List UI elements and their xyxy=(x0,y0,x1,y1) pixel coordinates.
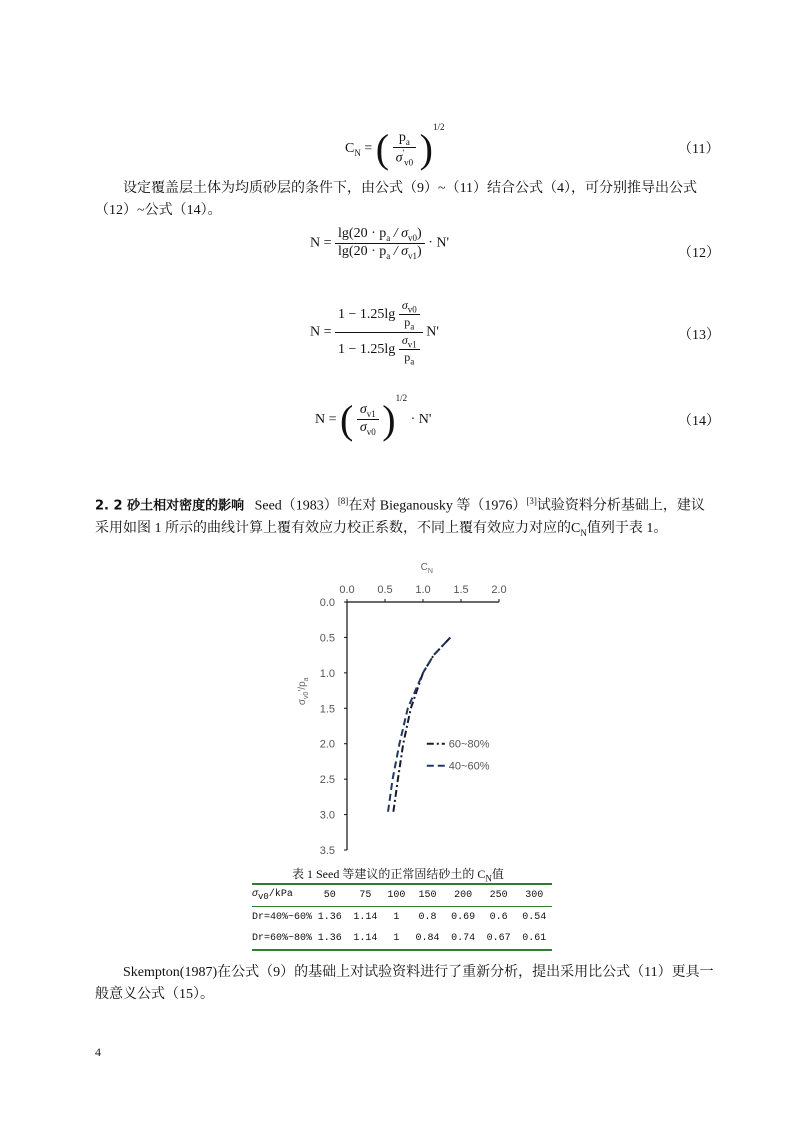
header-tail: /kPa xyxy=(268,889,293,900)
table-header-cell: 250 xyxy=(489,890,508,901)
x-tick-label: 0.5 xyxy=(377,584,393,596)
equation-14: N = ( $\frac{\sigma_{v1}}{\sigma_{v0}}$ )$^{1/2}$ · N' xyxy=(315,393,432,442)
equation-12 xyxy=(310,226,449,261)
page-number: 4 xyxy=(95,1045,101,1059)
eq14-rhs: · N' xyxy=(410,412,432,427)
x-axis-label: $C_N$ xyxy=(420,562,433,575)
citation-8[interactable]: [8] xyxy=(337,496,349,506)
equation-13 xyxy=(310,298,439,367)
eq11-den: σ xyxy=(395,150,403,166)
table-bottom-rule xyxy=(252,949,552,951)
table-1 xyxy=(252,883,552,951)
section-text-b: 在对 Bieganousky 等（1976） xyxy=(348,498,527,514)
chart-axes xyxy=(320,584,507,857)
eq12-num-sub: a xyxy=(386,232,391,243)
eq12-den-sub2: v1 xyxy=(408,250,418,261)
eq14-den-sub: v0 xyxy=(366,427,376,438)
table-cell: 0.74 xyxy=(451,933,476,944)
equation-11: $C_N$ = ( $\frac{p_a}{\sigma'_{v0}}$ )$^{1/2}$ xyxy=(345,122,445,171)
table-header-cell: 75 xyxy=(359,890,372,901)
eq12-num-end: ) xyxy=(417,226,422,241)
eq12-num-sub2: v0 xyxy=(408,232,418,243)
eq13-rhs: N' xyxy=(426,324,439,340)
chart-series xyxy=(388,637,450,811)
eq14-number: （14） xyxy=(678,414,720,429)
table-row xyxy=(252,928,552,949)
eq11-num-sub: a xyxy=(405,136,410,147)
table-cell: 1 xyxy=(393,912,400,923)
table-1-grid xyxy=(252,885,552,949)
eq13-den-s-sub: v1 xyxy=(407,339,417,350)
eq14-lhs: N = xyxy=(315,412,337,427)
y-tick-label: 3.5 xyxy=(319,845,335,857)
table-cell: 1 xyxy=(393,933,400,944)
y-tick-label: 0.0 xyxy=(319,597,335,609)
table-1-caption xyxy=(292,865,504,883)
eq14-num: σ xyxy=(359,402,367,418)
eq11-num: p xyxy=(398,130,406,146)
eq13-num-s-sub: v0 xyxy=(407,304,417,315)
header-sub: v0 xyxy=(258,892,269,902)
table-caption-text: 表 1 Seed 等建议的正常固结砂土的 C xyxy=(292,867,486,881)
table-row xyxy=(252,907,552,929)
eq12-num-tail: / σ xyxy=(390,226,409,241)
table-cell: 1.36 xyxy=(317,912,342,923)
eq12-lhs: N = xyxy=(310,235,332,251)
eq11-lhs-sub: N xyxy=(354,147,361,158)
table-cell: 1.14 xyxy=(353,933,378,944)
table-cell: 1.36 xyxy=(317,933,342,944)
table-header-cell: 100 xyxy=(387,890,406,901)
table-caption-sub: N xyxy=(485,873,492,884)
table-cell: 1.14 xyxy=(353,912,378,923)
eq11-lhs: C xyxy=(345,141,355,156)
eq13-num-p-sub: a xyxy=(410,321,415,332)
table-cell: 0.84 xyxy=(415,933,440,944)
paragraph-1: 设定覆盖层土体为均质砂层的条件下，由公式（9）~（11）结合公式（4），可分别推导出公式（12）~公式（14）。 xyxy=(95,181,698,218)
table-cell: 0.69 xyxy=(451,912,476,923)
legend-label: 40~60% xyxy=(448,760,490,773)
table-row-label: Dr=60%~80% xyxy=(252,933,313,944)
eq13-den-p: p xyxy=(404,350,411,365)
table-caption-tail: 值 xyxy=(491,867,504,881)
section-2-2-paragraph xyxy=(95,490,715,543)
eq12-rhs: · N' xyxy=(428,235,449,251)
section-text-c-sub: N xyxy=(580,527,587,538)
y-tick-label: 2.5 xyxy=(319,774,335,787)
table-header-cell: 150 xyxy=(418,890,437,901)
eq13-num-p: p xyxy=(404,315,411,330)
section-text-a: Seed（1983） xyxy=(254,498,338,514)
eq11-number: （11） xyxy=(678,142,720,157)
table-row-label: Dr=40%~60% xyxy=(252,912,313,923)
citation-3[interactable]: [3] xyxy=(526,496,537,506)
table-header-label xyxy=(252,885,312,907)
eq13-den: 1 − 1.25lg xyxy=(338,341,396,357)
y-tick-label: 3.0 xyxy=(319,809,335,822)
table-header-cell: 50 xyxy=(323,890,336,901)
table-cell: 0.67 xyxy=(486,933,511,944)
section-text-d: 值列于表 1。 xyxy=(586,520,668,536)
section-text-c: 试验资料分析基础上，建议采用如图 1 所示的曲线计算上覆有效应力校正系数，不同上覆有效应力对应的C xyxy=(95,498,705,536)
x-tick-label: 1.0 xyxy=(415,584,431,596)
series-line-1 xyxy=(393,637,450,811)
paragraph-2: Skempton(1987)在公式（9）的基础上对试验资料进行了重新分析，提出采用比公式（11）更具一般意义公式（15）。 xyxy=(95,965,714,1002)
eq12-den: lg(20 · p xyxy=(338,243,387,259)
eq14-exp: 1/2 xyxy=(395,393,408,403)
eq12-number: （12） xyxy=(678,246,720,261)
x-tick-label: 0.0 xyxy=(339,584,355,596)
table-cell: 0.54 xyxy=(522,912,547,923)
eq11-exp: 1/2 xyxy=(432,122,445,132)
eq11-eq: = xyxy=(364,141,373,156)
table-cell: 0.6 xyxy=(489,912,508,923)
eq11-prime: ' xyxy=(402,147,405,158)
eq14-den: σ xyxy=(359,420,367,436)
legend-label: 60~80% xyxy=(448,738,490,751)
header-sigma: σ xyxy=(252,889,259,900)
eq13-den-s: σ xyxy=(401,332,408,347)
eq13-num-s: σ xyxy=(401,298,408,312)
x-tick-label: 2.0 xyxy=(491,584,507,596)
table-cell: 0.61 xyxy=(522,933,547,944)
table-header-cell: 300 xyxy=(525,890,544,901)
y-tick-label: 2.0 xyxy=(319,738,335,751)
y-tick-label: 1.5 xyxy=(319,703,335,716)
chart-legend xyxy=(427,739,490,773)
y-axis-label: $\sigma_{v0}'/p_a$ xyxy=(297,677,310,706)
eq12-den-end: ) xyxy=(417,243,422,259)
eq12-num: lg(20 · p xyxy=(338,226,387,241)
eq13-number: （13） xyxy=(678,328,720,343)
y-tick-label: 1.0 xyxy=(319,667,335,680)
table-header-row xyxy=(252,885,552,907)
eq12-den-sub: a xyxy=(386,250,391,261)
x-tick-label: 1.5 xyxy=(453,584,469,596)
y-tick-label: 0.5 xyxy=(319,632,335,645)
eq13-den-p-sub: a xyxy=(410,356,415,367)
section-heading: 2. 2 砂土相对密度的影响 xyxy=(95,498,245,514)
eq14-num-sub: v1 xyxy=(366,409,376,420)
figure-1-chart xyxy=(270,555,540,865)
eq12-den-tail: / σ xyxy=(390,243,409,259)
eq13-lhs: N = xyxy=(310,324,332,340)
eq13-num: 1 − 1.25lg xyxy=(338,307,396,323)
eq11-den-sub: v0 xyxy=(404,157,414,168)
table-header-cell: 200 xyxy=(454,890,473,901)
table-cell: 0.8 xyxy=(418,912,437,923)
